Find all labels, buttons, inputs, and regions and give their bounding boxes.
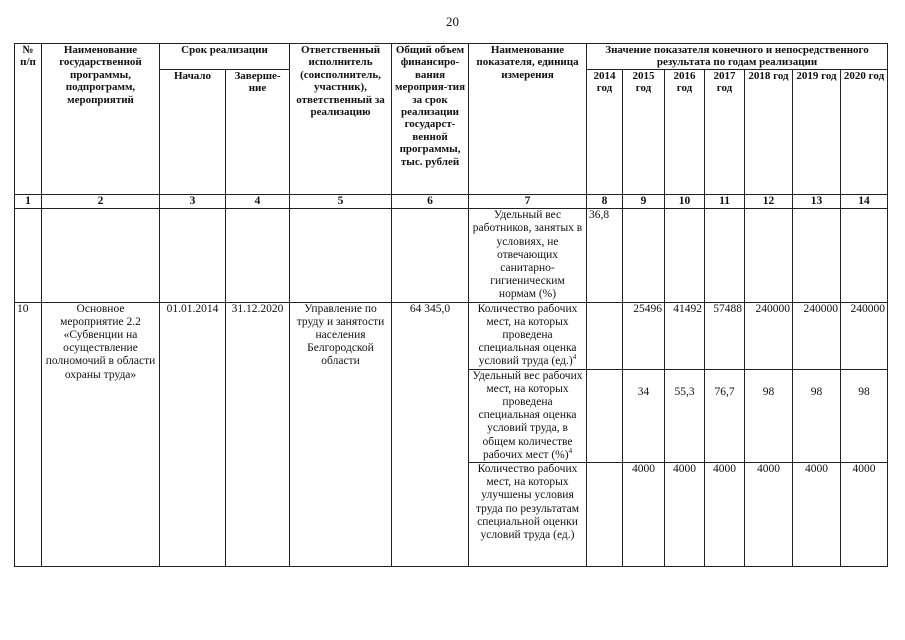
page-number: 20: [446, 14, 459, 29]
value-2020: 240000: [841, 302, 888, 369]
cell-empty: [841, 209, 888, 302]
value-2014: [587, 463, 623, 567]
column-number: 6: [392, 195, 469, 209]
footnote-mark: 4: [568, 447, 573, 456]
row-number: 10: [15, 302, 42, 566]
cell-empty: [705, 209, 745, 302]
cell-empty: [15, 209, 42, 302]
header-year: 2016 год: [665, 70, 705, 195]
column-number: 10: [665, 195, 705, 209]
cell-empty: [665, 209, 705, 302]
cell-empty: [160, 209, 226, 302]
header-year: 2018 год: [745, 70, 793, 195]
indicator-name: [469, 369, 587, 462]
continuation-row: [15, 209, 888, 302]
value-2016: 55,3: [665, 369, 705, 462]
value-2018: 4000: [745, 463, 793, 567]
cell-empty: [745, 209, 793, 302]
column-number: 14: [841, 195, 888, 209]
header-year: 2017 год: [705, 70, 745, 195]
value-2015: 25496: [623, 302, 665, 369]
footnote-mark: 4: [572, 353, 577, 362]
value-2017: 4000: [705, 463, 745, 567]
value-2019: 4000: [793, 463, 841, 567]
header-end: Заверше-ние: [226, 70, 290, 195]
value-2018: 98: [745, 369, 793, 462]
value-2017: 76,7: [705, 369, 745, 462]
cell-empty: [42, 209, 160, 302]
header-year: 2014 год: [587, 70, 623, 195]
header-funding: Общий объем финансиро-вания мероприя-тия за срок реализации государст-венной программы, тыс. рублей: [392, 44, 469, 195]
column-number: 13: [793, 195, 841, 209]
value-2019: 98: [793, 369, 841, 462]
indicator-name: Удельный вес работников, занятых в условиях, не отвечающих санитарно-гигиеническим нормам (%): [469, 209, 587, 302]
column-number: 1: [15, 195, 42, 209]
header-indicator: Наименование показателя, единица измерения: [469, 44, 587, 195]
cell-empty: [793, 209, 841, 302]
column-number: 8: [587, 195, 623, 209]
header-start: Начало: [160, 70, 226, 195]
value-2014: 36,8: [587, 209, 623, 302]
end-date: 31.12.2020: [226, 302, 290, 566]
start-date: 01.01.2014: [160, 302, 226, 566]
column-number: 5: [290, 195, 392, 209]
value-2014: [587, 369, 623, 462]
column-number: 2: [42, 195, 160, 209]
activity-name: Основное мероприятие 2.2 «Субвенции на осуществление полномочий в области охраны труда»: [42, 302, 160, 566]
indicator-name: [469, 302, 587, 369]
program-table: [14, 43, 888, 567]
header-values: Значение показателя конечного и непосредственного результата по годам реализации: [587, 44, 888, 70]
value-2020: 98: [841, 369, 888, 462]
indicator-text: Количество рабочих мест, на которых проведена специальная оценка условий труда (ед.): [477, 302, 578, 368]
value-2015: 4000: [623, 463, 665, 567]
column-number: 9: [623, 195, 665, 209]
header-responsible: Ответственный исполнитель (соисполнитель, участник), ответственный за реализацию: [290, 44, 392, 195]
cell-empty: [392, 209, 469, 302]
cell-empty: [623, 209, 665, 302]
value-2018: 240000: [745, 302, 793, 369]
header-period: Срок реализации: [160, 44, 290, 70]
header-year: 2019 год: [793, 70, 841, 195]
activity-row-indicator-1: [15, 302, 888, 369]
header-name: Наименование государственной программы, подпрограмм, мероприятий: [42, 44, 160, 195]
column-number: 3: [160, 195, 226, 209]
funding-amount: 64 345,0: [392, 302, 469, 566]
cell-empty: [290, 209, 392, 302]
header-year: 2015 год: [623, 70, 665, 195]
value-2020: 4000: [841, 463, 888, 567]
column-number: 12: [745, 195, 793, 209]
value-2016: 4000: [665, 463, 705, 567]
column-number: 7: [469, 195, 587, 209]
value-2016: 41492: [665, 302, 705, 369]
value-2019: 240000: [793, 302, 841, 369]
value-2014: [587, 302, 623, 369]
value-2015: 34: [623, 369, 665, 462]
responsible-executor: Управление по труду и занятости населения Белгородской области: [290, 302, 392, 566]
value-2017: 57488: [705, 302, 745, 369]
column-number-row: [15, 195, 888, 209]
cell-empty: [226, 209, 290, 302]
indicator-text: Удельный вес рабочих мест, на которых проведена специальная оценка условий труда, в общем количестве рабочих мест (%): [472, 369, 583, 461]
column-number: 4: [226, 195, 290, 209]
header-num: № п/п: [15, 44, 42, 195]
header-year: 2020 год: [841, 70, 888, 195]
column-number: 11: [705, 195, 745, 209]
indicator-name: Количество рабочих мест, на которых улучшены условия труда по результатам специальной оценки условий труда (ед.): [469, 463, 587, 567]
header-row-1: [15, 44, 888, 70]
